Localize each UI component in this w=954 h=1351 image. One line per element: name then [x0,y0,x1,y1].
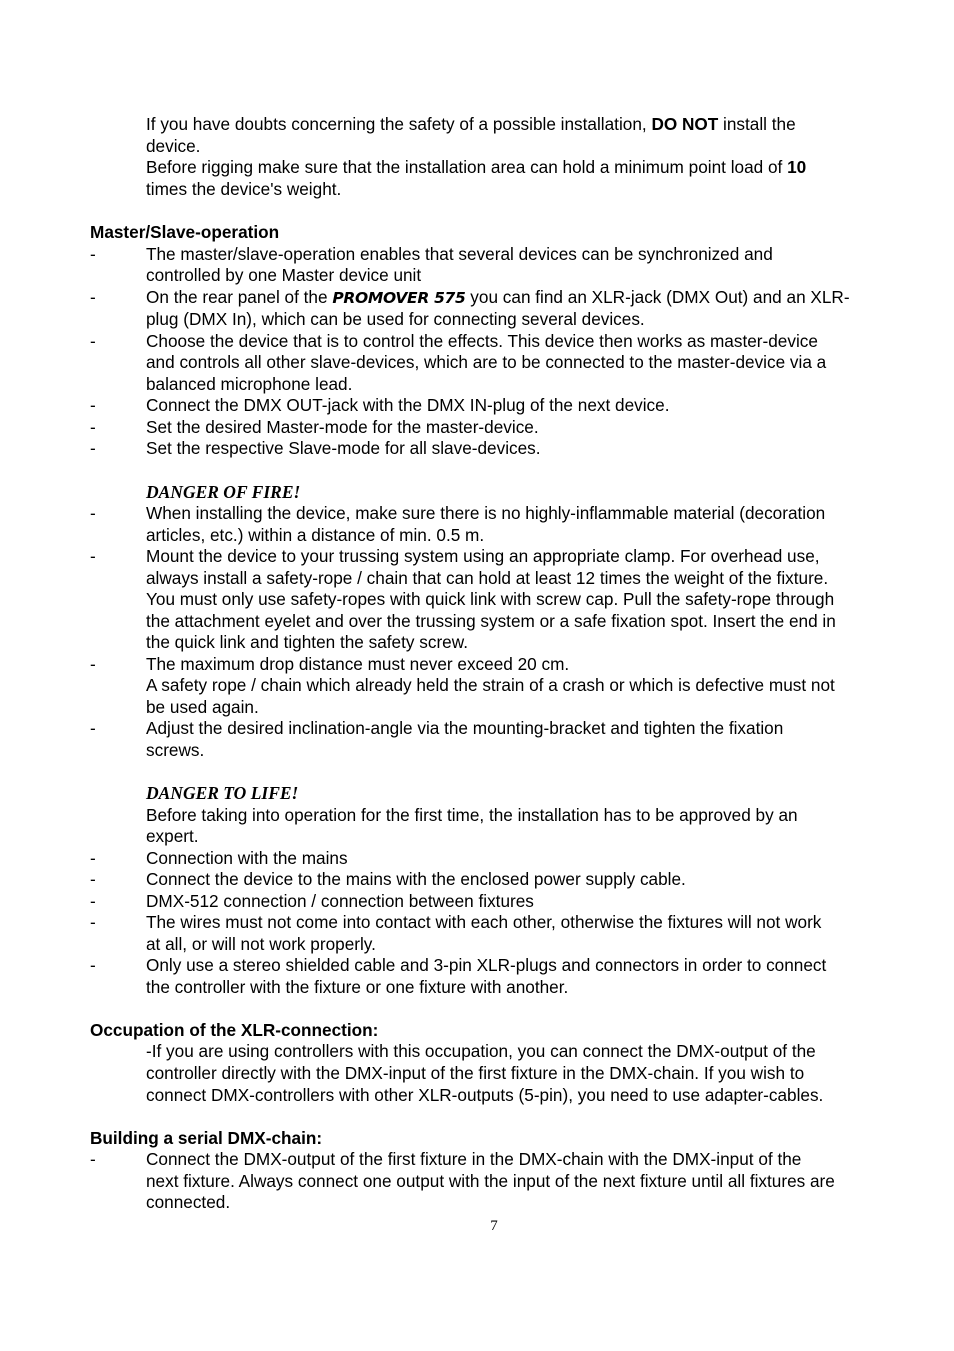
bullet-dash: - [90,718,96,738]
bullet-dash: - [90,1149,96,1169]
list-item-text: The maximum drop distance must never exceed 20 cm. [146,654,570,674]
bullet-dash: - [90,654,96,674]
bullet-dash: - [90,395,96,415]
bullet-dash: - [90,546,96,566]
list-item [0,653,954,675]
section-heading: Occupation of the XLR-connection: [90,1020,379,1040]
list-item-text: Adjust the desired inclination-angle via the mounting-bracket and tighten the fixation [146,718,784,738]
list-item-text: next fixture. Always connect one output with the input of the next fixture until all fixtures are [146,1171,835,1191]
danger-to-life-title: DANGER TO LIFE! [146,783,299,803]
list-item-continuation [0,264,954,286]
list-item-text: Only use a stereo shielded cable and 3-pin XLR-plugs and connectors in order to connect [146,955,827,975]
list-item [0,502,954,524]
list-item [0,330,954,352]
intro-line-4 [0,178,954,200]
list-item [0,954,954,976]
list-item-continuation [0,674,954,696]
do-not-emphasis: DO NOT [651,114,719,134]
list-item-text: and controls all other slave-devices, which are to be connected to the master-device via a [146,352,827,372]
paragraph-line [0,1084,954,1106]
list-item-text: Connect the DMX OUT-jack with the DMX IN-plug of the next device. [146,395,670,415]
list-item-continuation [0,308,954,330]
paragraph-line [0,804,954,826]
danger-of-fire-title: DANGER OF FIRE! [146,482,301,502]
master-slave-heading-row [0,221,954,243]
list-item [0,437,954,459]
xlr-heading-row [0,1019,954,1041]
page-number: 7 [490,1218,498,1234]
list-item-text: the quick link and tighten the safety screw. [146,632,468,652]
paragraph-line [0,825,954,847]
list-item-continuation [0,588,954,610]
bullet-dash: - [90,438,96,458]
list-item-continuation [0,524,954,546]
list-item-text: plug (DMX In), which can be used for connecting several devices. [146,309,645,329]
section-heading: Master/Slave-operation [90,222,280,242]
list-item-continuation [0,976,954,998]
list-item-text: A safety rope / chain which already held the strain of a crash or which is defective must not [146,675,835,695]
bullet-dash: - [90,287,96,307]
list-item-text: Set the respective Slave-mode for all slave-devices. [146,438,541,458]
list-item-text: The wires must not come into contact with each other, otherwise the fixtures will not work [146,912,822,932]
list-item-text: Set the desired Master-mode for the master-device. [146,417,539,437]
paragraph-text: expert. [146,826,199,846]
list-item-continuation [0,610,954,632]
list-item-text: Choose the device that is to control the effects. This device then works as master-device [146,331,818,351]
list-item-text: Connect the DMX-output of the first fixture in the DMX-chain with the DMX-input of the [146,1149,802,1169]
list-item-continuation [0,1170,954,1192]
dmx-chain-heading-row [0,1127,954,1149]
list-item-text: the controller with the fixture or one fixture with another. [146,977,569,997]
list-item-text: the attachment eyelet and over the trussing system or a safe fixation spot. Insert the end in [146,611,836,631]
load-factor-emphasis: 10 [787,157,807,177]
list-item-text: screws. [146,740,205,760]
list-item-continuation [0,696,954,718]
intro-text: Before rigging make sure that the installation area can hold a minimum point load of [146,157,788,177]
bullet-dash: - [90,912,96,932]
intro-line-3 [0,156,954,178]
list-item [0,243,954,265]
list-item [0,890,954,912]
danger-fire-row [0,481,954,503]
list-item-text: Connect the device to the mains with the enclosed power supply cable. [146,869,686,889]
list-item-text: always install a safety-rope / chain that can hold at least 12 times the weight of the fixture. [146,568,829,588]
list-item [0,416,954,438]
list-item [0,868,954,890]
list-item-text: be used again. [146,697,259,717]
paragraph-text: controller directly with the DMX-input of the first fixture in the DMX-chain. If you wish to [146,1063,805,1083]
list-item-text: connected. [146,1192,231,1212]
list-item [0,1148,954,1170]
product-name: PROMOVER 575 [332,289,466,307]
list-item-text: controlled by one Master device unit [146,265,422,285]
paragraph-text: Before taking into operation for the first time, the installation has to be approved by an [146,805,798,825]
bullet-dash: - [90,503,96,523]
list-item-continuation [0,351,954,373]
list-item-continuation [0,739,954,761]
intro-text: device. [146,136,201,156]
list-item-text: DMX-512 connection / connection between fixtures [146,891,534,911]
list-item-text: When installing the device, make sure there is no highly-inflammable material (decoration [146,503,826,523]
list-item-continuation [0,1191,954,1213]
list-item-continuation [0,933,954,955]
list-item [0,717,954,739]
intro-text: times the device's weight. [146,179,342,199]
bullet-dash: - [90,891,96,911]
intro-line-2 [0,135,954,157]
intro-text: install the [718,114,796,134]
bullet-dash: - [90,331,96,351]
section-heading: Building a serial DMX-chain: [90,1128,323,1148]
list-item [0,847,954,869]
list-item-continuation [0,373,954,395]
bullet-dash: - [90,955,96,975]
paragraph-line [0,1062,954,1084]
intro-text: If you have doubts concerning the safety of a possible installation, [146,114,652,134]
bullet-dash: - [90,244,96,264]
intro-line-1 [0,113,954,135]
list-item-continuation [0,567,954,589]
list-item-text: balanced microphone lead. [146,374,353,394]
list-item-text: you can find an XLR-jack (DMX Out) and an XLR- [465,287,850,307]
paragraph-text: connect DMX-controllers with other XLR-outputs (5-pin), you need to use adapter-cables. [146,1085,824,1105]
danger-life-row [0,782,954,804]
paragraph-text: -If you are using controllers with this occupation, you can connect the DMX-output of the [146,1041,816,1061]
list-item [0,911,954,933]
list-item-text: On the rear panel of the [146,287,333,307]
list-item-text: You must only use safety-ropes with quick link with screw cap. Pull the safety-rope through [146,589,835,609]
list-item-text: at all, or will not work properly. [146,934,376,954]
list-item [0,394,954,416]
list-item-text: Mount the device to your trussing system using an appropriate clamp. For overhead use, [146,546,820,566]
list-item-text: Connection with the mains [146,848,348,868]
bullet-dash: - [90,417,96,437]
bullet-dash: - [90,848,96,868]
list-item-text: The master/slave-operation enables that several devices can be synchronized and [146,244,773,264]
bullet-dash: - [90,869,96,889]
list-item [0,545,954,567]
paragraph-line [0,1040,954,1062]
list-item-text: articles, etc.) within a distance of min. 0.5 m. [146,525,485,545]
list-item-continuation [0,631,954,653]
list-item [0,286,954,308]
